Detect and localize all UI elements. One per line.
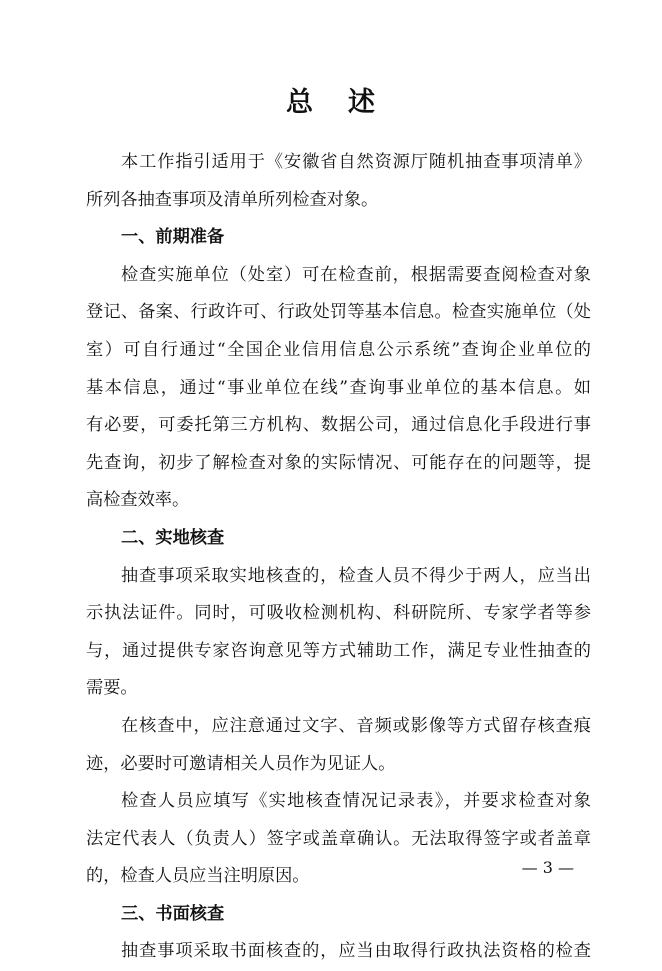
paragraph-line: 本工作指引适用于《安徽省自然资源厅随机抽查事项清单》 xyxy=(121,152,591,172)
section-heading: 三、书面核查 xyxy=(121,903,225,924)
document-body xyxy=(86,144,591,971)
paragraph-line: 与，通过提供专家咨询意见等方式辅助工作，满足专业性抽查的 xyxy=(86,640,591,661)
paragraph-line: 需要。 xyxy=(86,678,138,699)
paragraph-line: 抽查事项采取书面核查的，应当由取得行政执法资格的检查 xyxy=(121,941,591,962)
paragraph-line: 高检查效率。 xyxy=(86,490,190,511)
paragraph-line: 室）可自行通过“全国企业信用信息公示系统”查询企业单位的 xyxy=(86,339,591,360)
paragraph-line: 抽查事项采取实地核查的，检查人员不得少于两人，应当出 xyxy=(121,565,591,586)
document-title xyxy=(0,80,662,119)
page-number: — 3 — xyxy=(521,858,574,877)
paragraph-line: 示执法证件。同时，可吸收检测机构、科研院所、专家学者等参 xyxy=(86,603,591,624)
paragraph-line: 登记、备案、行政许可、行政处罚等基本信息。检查实施单位（处 xyxy=(86,302,591,323)
paragraph-line: 有必要，可委托第三方机构、数据公司，通过信息化手段进行事 xyxy=(86,415,591,436)
section-heading: 二、实地核查 xyxy=(121,527,225,548)
title-char-2: 述 xyxy=(348,87,376,118)
paragraph-line: 基本信息，通过“事业单位在线”查询事业单位的基本信息。如 xyxy=(86,377,591,398)
paragraph-line: 的，检查人员应当注明原因。 xyxy=(86,866,310,887)
title-char-1: 总 xyxy=(286,87,314,118)
section-heading: 一、前期准备 xyxy=(121,227,225,248)
paragraph-line: 先查询，初步了解检查对象的实际情况、可能存在的问题等，提 xyxy=(86,452,591,473)
paragraph-line: 迹，必要时可邀请相关人员作为见证人。 xyxy=(86,753,396,774)
paragraph-line: 法定代表人（负责人）签字或盖章确认。无法取得签字或者盖章 xyxy=(86,828,591,849)
paragraph-line: 所列各抽查事项及清单所列检查对象。 xyxy=(86,189,379,210)
paragraph-line: 检查实施单位（处室）可在检查前，根据需要查阅检查对象 xyxy=(121,264,591,285)
paragraph-line: 在核查中，应注意通过文字、音频或影像等方式留存核查痕 xyxy=(121,715,591,736)
paragraph-line: 检查人员应填写《实地核查情况记录表》，并要求检查对象 xyxy=(121,791,591,812)
